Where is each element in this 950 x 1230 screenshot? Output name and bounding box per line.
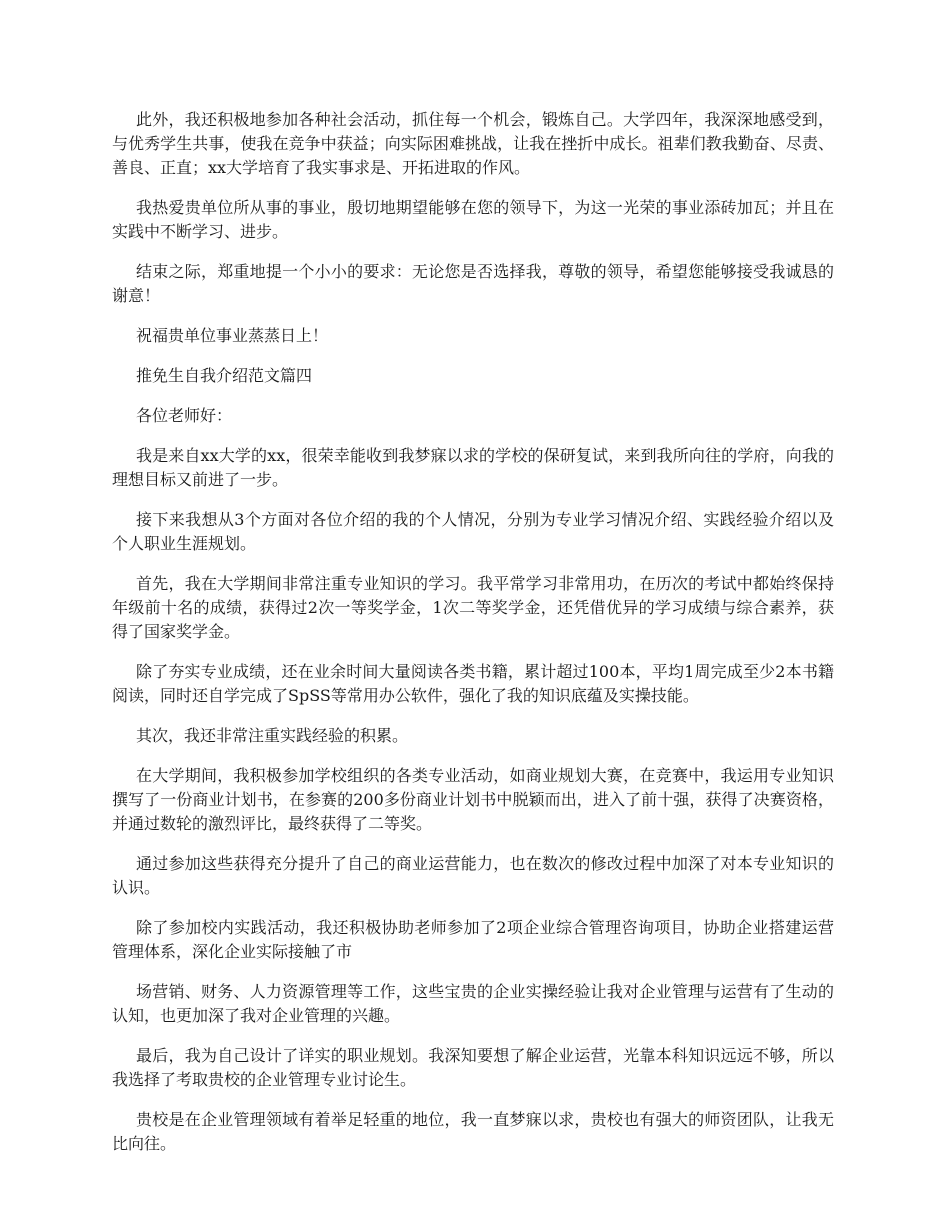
- paragraph-11: 其次，我还非常注重实践经验的积累。: [136, 726, 409, 745]
- paragraph-10: 除了夯实专业成绩，还在业余时间大量阅读各类书籍，累计超过100本，平均1周完成至少2本书籍阅读，同时还自学完成了SpSS等常用办公软件，强化了我的知识底蕴及实操技能。: [112, 662, 834, 705]
- paragraph-12: 在大学期间，我积极参加学校组织的各类专业活动，如商业规划大赛，在竞赛中，我运用专业知识撰写了一份商业计划书，在参赛的200多份商业计划书中脱颖而出，进入了前十强，获得了决赛资格，并通过数轮的激烈评比，最终获得了二等奖。: [112, 766, 834, 833]
- paragraph-2: 我热爱贵单位所从事的事业，殷切地期望能够在您的领导下，为这一光荣的事业添砖加瓦；并且在实践中不断学习、进步。: [112, 198, 834, 241]
- paragraph-16: 最后，我为自己设计了详实的职业规划。我深知要想了解企业运营，光靠本科知识远远不够，所以我选择了考取贵校的企业管理专业讨论生。: [112, 1046, 834, 1089]
- paragraph-14: 除了参加校内实践活动，我还积极协助老师参加了2项企业综合管理咨询项目，协助企业搭建运营管理体系，深化企业实际接触了市: [112, 918, 834, 961]
- paragraph-4: 祝福贵单位事业蒸蒸日上！: [136, 326, 329, 345]
- paragraph-15: 场营销、财务、人力资源管理等工作，这些宝贵的企业实操经验让我对企业管理与运营有了生动的认知，也更加深了我对企业管理的兴趣。: [112, 982, 834, 1025]
- paragraph-3: 结束之际，郑重地提一个小小的要求：无论您是否选择我，尊敬的领导，希望您能够接受我诚恳的谢意！: [112, 262, 834, 305]
- salutation: 各位老师好：: [136, 406, 233, 425]
- paragraph-17: 贵校是在企业管理领域有着举足轻重的地位，我一直梦寐以求，贵校也有强大的师资团队，让我无比向往。: [112, 1110, 834, 1153]
- paragraph-1: 此外，我还积极地参加各种社会活动，抓住每一个机会，锻炼自己。大学四年，我深深地感受到，与优秀学生共事，使我在竞争中获益；向实际困难挑战，让我在挫折中成长。祖辈们教我勤奋、尽责、善良、正直；xx大学培育了我实事求是、开拓进取的作风。: [112, 110, 834, 177]
- paragraph-9: 首先，我在大学期间非常注重专业知识的学习。我平常学习非常用功，在历次的考试中都始终保持年级前十名的成绩，获得过2次一等奖学金，1次二等奖学金，还凭借优异的学习成绩与综合素养，获得了国家奖学金。: [112, 574, 834, 641]
- paragraph-13: 通过参加这些获得充分提升了自己的商业运营能力，也在数次的修改过程中加深了对本专业知识的认识。: [112, 854, 834, 897]
- section-heading: 推免生自我介绍范文篇四: [136, 366, 313, 385]
- document-body: [112, 108, 834, 1172]
- paragraph-7: 我是来自xx大学的xx，很荣幸能收到我梦寐以求的学校的保研复试，来到我所向往的学府，向我的理想目标又前进了一步。: [112, 446, 834, 489]
- paragraph-8: 接下来我想从3个方面对各位介绍的我的个人情况，分别为专业学习情况介绍、实践经验介绍以及个人职业生涯规划。: [112, 510, 834, 553]
